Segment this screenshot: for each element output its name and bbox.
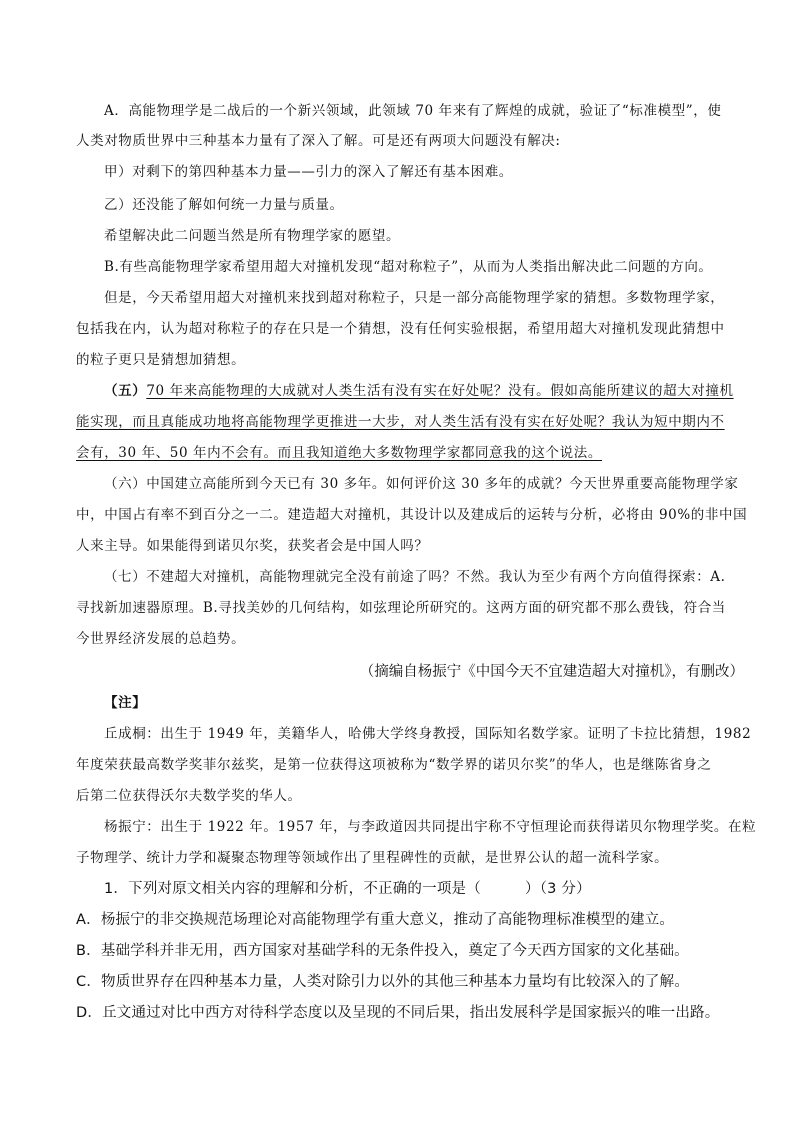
option-b: B．基础学科并非无用，西方国家对基础学科的无条件投入，奠定了今天西方国家的文化基础。 xyxy=(76,943,689,959)
paragraph-five-line-1 xyxy=(104,382,754,400)
paragraph-seven-line-2: 寻找新加速器原理。B.寻找美妙的几何结构，如弦理论所研究的。这两方面的研究都不那么费钱，符合当 xyxy=(76,600,726,616)
paragraph-five-number: （五） xyxy=(104,383,147,399)
paragraph-six-line-3: 人来主导。如果能得到诺贝尔奖，获奖者会是中国人吗？ xyxy=(76,538,429,554)
paragraph-wish: 希望解决此二问题当然是所有物理学家的愿望。 xyxy=(104,228,401,244)
note-qiu-line-3: 后第二位获得沃尔夫数学奖的华人。 xyxy=(76,788,302,804)
paragraph-however-line-3: 的粒子更只是猜想加猜想。 xyxy=(76,352,246,368)
paragraph-five-underlined-1: 70 年来高能物理的大成就对人类生活有没有实在好处呢？没有。假如高能所建议的超大对撞机 xyxy=(146,383,734,399)
paragraph-however-line-1: 但是，今天希望用超大对撞机来找到超对称粒子，只是一部分高能物理学家的猜想。多数物理学家， xyxy=(104,290,725,306)
paragraph-b: B.有些高能物理学家希望用超大对撞机发现“超对称粒子”，从而为人类指出解决此二问题的方向。 xyxy=(104,259,713,275)
paragraph-yi: 乙）还没能了解如何统一力量与质量。 xyxy=(104,197,344,213)
source-citation: （摘编自杨振宁《中国今天不宜建造超大对撞机》，有删改） xyxy=(359,664,744,680)
paragraph-a-line-1: A．高能物理学是二战后的一个新兴领域，此领域 70 年来有了辉煌的成就，验证了“标准模型”，使 xyxy=(104,103,722,119)
note-yang-line-1: 杨振宁：出生于 1922 年。1957 年，与李政道因共同提出宇称不守恒理论而获得诺贝尔物理学奖。在粒 xyxy=(104,819,757,835)
note-heading: 【注】 xyxy=(104,695,147,711)
note-qiu-line-1: 丘成桐：出生于 1949 年，美籍华人，哈佛大学终身教授，国际知名数学家。证明了卡拉比猜想，1982 xyxy=(104,726,752,742)
option-a: A．杨振宁的非交换规范场理论对高能物理学有重大意义，推动了高能物理标准模型的建立。 xyxy=(76,912,675,928)
paragraph-jia: 甲）对剩下的第四种基本力量——引力的深入了解还有基本困难。 xyxy=(104,164,513,180)
paragraph-six-line-1: （六）中国建立高能所到今天已有 30 多年。如何评价这 30 多年的成就？今天世界重要高能物理学家 xyxy=(104,476,739,492)
note-yang-line-2: 子物理学、统计力学和凝聚态物理等领域作出了里程碑性的贡献，是世界公认的超一流科学家。 xyxy=(76,850,669,866)
paragraph-however-line-2: 包括我在内，认为超对称粒子的存在只是一个猜想，没有任何实验根据，希望用超大对撞机发现此猜想中 xyxy=(76,321,725,337)
paragraph-seven-line-1: （七）不建超大对撞机，高能物理就完全没有前途了吗？不然。我认为至少有两个方向值得探索：A. xyxy=(104,569,726,585)
question-stem: 1．下列对原文相关内容的理解和分析，不正确的一项是（ ）（3 分） xyxy=(104,881,591,897)
paragraph-seven-line-3: 今世界经济发展的总趋势。 xyxy=(76,631,246,647)
note-qiu-line-2: 年度荣获最高数学奖菲尔兹奖，是第一位获得这项被称为“数学界的诺贝尔奖”的华人，也是继陈省身之 xyxy=(76,757,712,773)
option-d: D．丘文通过对比中西方对待科学态度以及呈现的不同后果，指出发展科学是国家振兴的唯一出路。 xyxy=(76,1005,720,1021)
paragraph-five-line-3: 会有，30 年、50 年内不会有。而且我知道绝大多数物理学家都同意我的这个说法。 xyxy=(76,445,602,461)
paragraph-six-line-2: 中，中国占有率不到百分之一二。建造超大对撞机，其设计以及建成后的运转与分析，必将由 90%的非中国 xyxy=(76,507,748,523)
paragraph-five-line-2: 能实现，而且真能成功地将高能物理学更推进一大步，对人类生活有没有实在好处呢？我认为短中期内不 xyxy=(76,414,725,430)
option-c: C．物质世界存在四种基本力量，人类对除引力以外的其他三种基本力量均有比较深入的了解。 xyxy=(76,974,690,990)
paragraph-a-line-2: 人类对物质世界中三种基本力量有了深入了解。可是还有两项大问题没有解决: xyxy=(76,133,561,149)
